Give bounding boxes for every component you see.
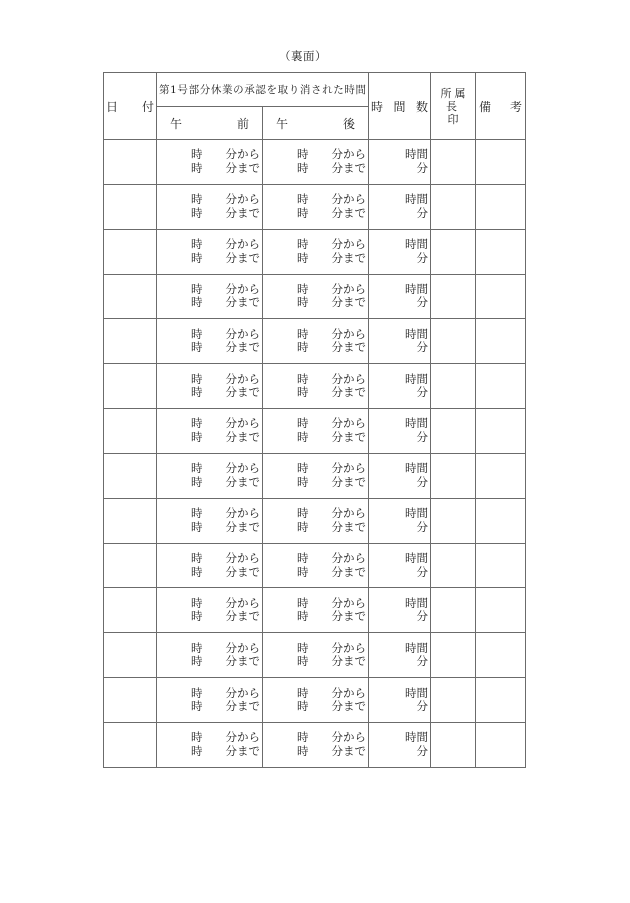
hours-cell	[369, 319, 431, 364]
pm-to-label: 時 分まで	[297, 699, 366, 714]
minutes-unit-label: 分	[416, 205, 428, 220]
date-cell	[104, 543, 157, 588]
pm-from-label: 時 分から	[297, 595, 366, 610]
seal-cell	[431, 364, 476, 409]
pm-time-cell	[263, 184, 369, 229]
pm-to-label: 時 分まで	[297, 160, 366, 175]
minutes-unit-label: 分	[416, 340, 428, 355]
remarks-cell	[476, 364, 526, 409]
date-cell	[104, 633, 157, 678]
seal-cell	[431, 453, 476, 498]
header-seal-label-top: 所属長	[440, 86, 469, 113]
date-cell	[104, 722, 157, 767]
am-from-label: 時 分から	[191, 595, 260, 610]
am-to-label: 時 分まで	[191, 519, 260, 534]
header-seal-label-bottom: 印	[447, 112, 459, 126]
am-to-label: 時 分まで	[191, 385, 260, 400]
hours-unit-label: 時間	[405, 237, 428, 252]
pm-from-label: 時 分から	[297, 326, 366, 341]
date-cell	[104, 678, 157, 723]
am-from-label: 時 分から	[191, 685, 260, 700]
hours-cell	[369, 543, 431, 588]
pm-time-cell	[263, 364, 369, 409]
hours-unit-label: 時間	[405, 147, 428, 162]
hours-unit-label: 時間	[405, 281, 428, 296]
seal-cell	[431, 319, 476, 364]
hours-cell	[369, 364, 431, 409]
remarks-cell	[476, 140, 526, 185]
seal-cell	[431, 633, 476, 678]
header-am-label: 午前	[170, 116, 249, 131]
date-cell	[104, 229, 157, 274]
hours-cell	[369, 588, 431, 633]
remarks-cell	[476, 498, 526, 543]
am-time-cell	[157, 722, 263, 767]
am-time-cell	[157, 409, 263, 454]
hours-cell	[369, 140, 431, 185]
minutes-unit-label: 分	[416, 743, 428, 758]
hours-unit-label: 時間	[405, 192, 428, 207]
header-pm	[263, 107, 369, 140]
am-from-label: 時 分から	[191, 281, 260, 296]
minutes-unit-label: 分	[416, 295, 428, 310]
table-row	[104, 229, 526, 274]
seal-cell	[431, 229, 476, 274]
remarks-cell	[476, 409, 526, 454]
pm-to-label: 時 分まで	[297, 340, 366, 355]
pm-from-label: 時 分から	[297, 371, 366, 386]
am-from-label: 時 分から	[191, 147, 260, 162]
hours-unit-label: 時間	[405, 326, 428, 341]
hours-cell	[369, 453, 431, 498]
am-time-cell	[157, 364, 263, 409]
minutes-unit-label: 分	[416, 474, 428, 489]
am-time-cell	[157, 274, 263, 319]
minutes-unit-label: 分	[416, 250, 428, 265]
am-from-label: 時 分から	[191, 416, 260, 431]
hours-unit-label: 時間	[405, 461, 428, 476]
am-from-label: 時 分から	[191, 371, 260, 386]
hours-unit-label: 時間	[405, 371, 428, 386]
pm-from-label: 時 分から	[297, 461, 366, 476]
hours-cell	[369, 722, 431, 767]
pm-time-cell	[263, 633, 369, 678]
pm-to-label: 時 分まで	[297, 429, 366, 444]
pm-to-label: 時 分まで	[297, 250, 366, 265]
table-body	[104, 140, 526, 768]
remarks-cell	[476, 453, 526, 498]
hours-cell	[369, 409, 431, 454]
pm-time-cell	[263, 409, 369, 454]
seal-cell	[431, 409, 476, 454]
seal-cell	[431, 274, 476, 319]
pm-time-cell	[263, 498, 369, 543]
table-row	[104, 453, 526, 498]
table-row	[104, 319, 526, 364]
pm-to-label: 時 分まで	[297, 474, 366, 489]
date-cell	[104, 588, 157, 633]
am-time-cell	[157, 140, 263, 185]
am-to-label: 時 分まで	[191, 743, 260, 758]
am-time-cell	[157, 453, 263, 498]
minutes-unit-label: 分	[416, 609, 428, 624]
am-from-label: 時 分から	[191, 237, 260, 252]
pm-time-cell	[263, 229, 369, 274]
am-to-label: 時 分まで	[191, 564, 260, 579]
header-pm-label: 午後	[276, 116, 355, 131]
am-from-label: 時 分から	[191, 640, 260, 655]
table-row	[104, 633, 526, 678]
pm-to-label: 時 分まで	[297, 295, 366, 310]
pm-time-cell	[263, 140, 369, 185]
am-time-cell	[157, 319, 263, 364]
am-time-cell	[157, 229, 263, 274]
am-time-cell	[157, 498, 263, 543]
date-cell	[104, 409, 157, 454]
pm-from-label: 時 分から	[297, 147, 366, 162]
minutes-unit-label: 分	[416, 160, 428, 175]
pm-time-cell	[263, 588, 369, 633]
table-row	[104, 184, 526, 229]
cancelled-leave-table	[103, 72, 526, 768]
remarks-cell	[476, 274, 526, 319]
pm-to-label: 時 分まで	[297, 743, 366, 758]
pm-from-label: 時 分から	[297, 685, 366, 700]
seal-cell	[431, 588, 476, 633]
am-to-label: 時 分まで	[191, 654, 260, 669]
date-cell	[104, 184, 157, 229]
minutes-unit-label: 分	[416, 654, 428, 669]
hours-cell	[369, 229, 431, 274]
am-to-label: 時 分まで	[191, 609, 260, 624]
remarks-cell	[476, 319, 526, 364]
table-row	[104, 722, 526, 767]
pm-time-cell	[263, 453, 369, 498]
remarks-cell	[476, 722, 526, 767]
header-seal	[431, 73, 476, 140]
header-date	[104, 73, 157, 140]
hours-unit-label: 時間	[405, 685, 428, 700]
date-cell	[104, 498, 157, 543]
table-row	[104, 274, 526, 319]
remarks-cell	[476, 229, 526, 274]
hours-cell	[369, 184, 431, 229]
seal-cell	[431, 722, 476, 767]
seal-cell	[431, 543, 476, 588]
hours-unit-label: 時間	[405, 640, 428, 655]
am-to-label: 時 分まで	[191, 205, 260, 220]
header-cancelled-time-label: 第1号部分休業の承認を取り消された時間	[159, 84, 366, 96]
table-row	[104, 140, 526, 185]
pm-from-label: 時 分から	[297, 237, 366, 252]
am-time-cell	[157, 543, 263, 588]
pm-to-label: 時 分まで	[297, 609, 366, 624]
pm-from-label: 時 分から	[297, 281, 366, 296]
pm-to-label: 時 分まで	[297, 519, 366, 534]
date-cell	[104, 319, 157, 364]
seal-cell	[431, 498, 476, 543]
hours-cell	[369, 633, 431, 678]
pm-from-label: 時 分から	[297, 192, 366, 207]
hours-unit-label: 時間	[405, 506, 428, 521]
pm-time-cell	[263, 722, 369, 767]
pm-from-label: 時 分から	[297, 416, 366, 431]
remarks-cell	[476, 633, 526, 678]
table-row	[104, 498, 526, 543]
hours-unit-label: 時間	[405, 416, 428, 431]
am-to-label: 時 分まで	[191, 340, 260, 355]
remarks-cell	[476, 543, 526, 588]
pm-time-cell	[263, 543, 369, 588]
remarks-cell	[476, 184, 526, 229]
am-to-label: 時 分まで	[191, 295, 260, 310]
minutes-unit-label: 分	[416, 385, 428, 400]
am-to-label: 時 分まで	[191, 474, 260, 489]
header-date-label: 日付	[106, 99, 154, 114]
am-time-cell	[157, 633, 263, 678]
table-header	[104, 73, 526, 140]
am-time-cell	[157, 184, 263, 229]
hours-unit-label: 時間	[405, 730, 428, 745]
am-to-label: 時 分まで	[191, 250, 260, 265]
header-remarks	[476, 73, 526, 140]
table-row	[104, 364, 526, 409]
table-row	[104, 543, 526, 588]
am-from-label: 時 分から	[191, 730, 260, 745]
header-am	[157, 107, 263, 140]
hours-cell	[369, 678, 431, 723]
hours-unit-label: 時間	[405, 551, 428, 566]
am-to-label: 時 分まで	[191, 160, 260, 175]
minutes-unit-label: 分	[416, 429, 428, 444]
pm-to-label: 時 分まで	[297, 564, 366, 579]
header-cancelled-time	[157, 73, 369, 107]
am-from-label: 時 分から	[191, 506, 260, 521]
am-from-label: 時 分から	[191, 326, 260, 341]
minutes-unit-label: 分	[416, 699, 428, 714]
header-hours-label: 時間数	[371, 99, 428, 114]
am-time-cell	[157, 588, 263, 633]
am-to-label: 時 分まで	[191, 699, 260, 714]
pm-time-cell	[263, 678, 369, 723]
am-from-label: 時 分から	[191, 461, 260, 476]
page-side-label: （裏面）	[279, 49, 327, 63]
pm-from-label: 時 分から	[297, 640, 366, 655]
table-row	[104, 678, 526, 723]
pm-from-label: 時 分から	[297, 506, 366, 521]
hours-cell	[369, 498, 431, 543]
am-from-label: 時 分から	[191, 192, 260, 207]
am-from-label: 時 分から	[191, 551, 260, 566]
table-row	[104, 409, 526, 454]
minutes-unit-label: 分	[416, 519, 428, 534]
hours-unit-label: 時間	[405, 595, 428, 610]
am-to-label: 時 分まで	[191, 429, 260, 444]
seal-cell	[431, 140, 476, 185]
pm-time-cell	[263, 274, 369, 319]
hours-cell	[369, 274, 431, 319]
seal-cell	[431, 678, 476, 723]
pm-to-label: 時 分まで	[297, 654, 366, 669]
pm-from-label: 時 分から	[297, 730, 366, 745]
date-cell	[104, 274, 157, 319]
am-time-cell	[157, 678, 263, 723]
pm-time-cell	[263, 319, 369, 364]
pm-to-label: 時 分まで	[297, 205, 366, 220]
header-remarks-label: 備考	[479, 99, 522, 114]
seal-cell	[431, 184, 476, 229]
remarks-cell	[476, 678, 526, 723]
table-row	[104, 588, 526, 633]
header-hours	[369, 73, 431, 140]
minutes-unit-label: 分	[416, 564, 428, 579]
remarks-cell	[476, 588, 526, 633]
date-cell	[104, 364, 157, 409]
date-cell	[104, 453, 157, 498]
pm-from-label: 時 分から	[297, 551, 366, 566]
pm-to-label: 時 分まで	[297, 385, 366, 400]
date-cell	[104, 140, 157, 185]
